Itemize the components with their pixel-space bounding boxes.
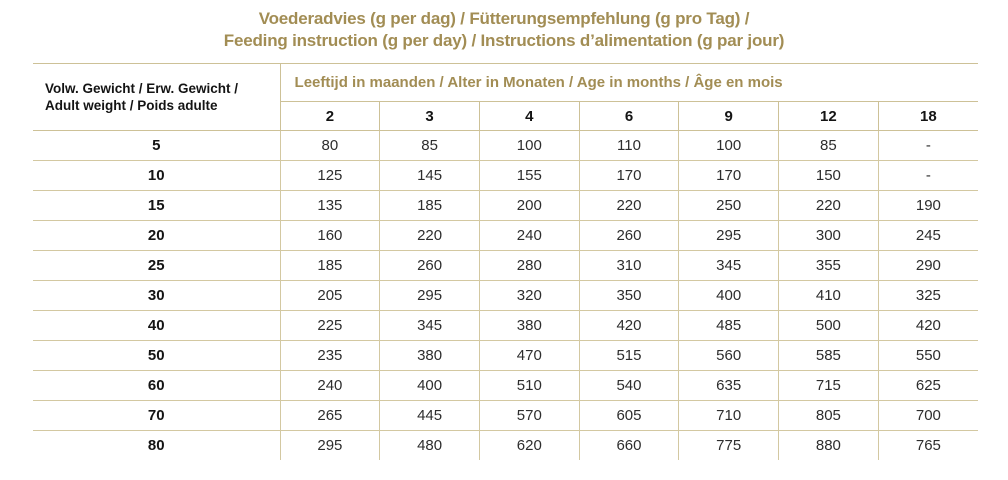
value-cell: 560 [679, 341, 779, 371]
value-cell: 380 [479, 311, 579, 341]
value-cell: 200 [479, 191, 579, 221]
table-row [33, 341, 978, 371]
value-cell: 570 [479, 401, 579, 431]
value-cell: 100 [479, 131, 579, 161]
value-cell: 160 [280, 221, 380, 251]
value-cell: 445 [380, 401, 480, 431]
value-cell: 625 [878, 371, 978, 401]
value-cell: 295 [380, 281, 480, 311]
value-cell: 150 [779, 161, 879, 191]
value-cell: 280 [479, 251, 579, 281]
value-cell: 540 [579, 371, 679, 401]
value-cell: 345 [380, 311, 480, 341]
table-row [33, 401, 978, 431]
value-cell: 100 [679, 131, 779, 161]
table-row [33, 221, 978, 251]
weight-cell: 20 [33, 221, 280, 251]
value-cell: 605 [579, 401, 679, 431]
age-group-header: Leeftijd in maanden / Alter in Monaten / Age in months / Âge en mois [280, 64, 978, 102]
value-cell: - [878, 161, 978, 191]
weight-header-line2: Adult weight / Poids adulte [45, 98, 218, 113]
feeding-table [33, 63, 978, 460]
value-cell: 225 [280, 311, 380, 341]
weight-cell: 30 [33, 281, 280, 311]
table-row [33, 191, 978, 221]
value-cell: 500 [779, 311, 879, 341]
value-cell: 240 [280, 371, 380, 401]
value-cell: 145 [380, 161, 480, 191]
value-cell: 220 [779, 191, 879, 221]
value-cell: 220 [579, 191, 679, 221]
weight-cell: 10 [33, 161, 280, 191]
value-cell: 510 [479, 371, 579, 401]
column-header-month: 3 [380, 102, 480, 131]
column-header-month: 4 [479, 102, 579, 131]
value-cell: 290 [878, 251, 978, 281]
value-cell: 700 [878, 401, 978, 431]
table-row [33, 371, 978, 401]
value-cell: 710 [679, 401, 779, 431]
value-cell: 380 [380, 341, 480, 371]
value-cell: 190 [878, 191, 978, 221]
value-cell: 880 [779, 431, 879, 461]
value-cell: 400 [380, 371, 480, 401]
value-cell: 260 [380, 251, 480, 281]
value-cell: 325 [878, 281, 978, 311]
value-cell: 515 [579, 341, 679, 371]
value-cell: 635 [679, 371, 779, 401]
value-cell: 410 [779, 281, 879, 311]
table-header-row-1 [33, 64, 978, 102]
page-title-line1: Voederadvies (g per dag) / Fütterungsempfehlung (g pro Tag) / [258, 9, 750, 28]
weight-cell: 40 [33, 311, 280, 341]
column-header-month: 9 [679, 102, 779, 131]
value-cell: 220 [380, 221, 480, 251]
value-cell: 420 [878, 311, 978, 341]
value-cell: 185 [380, 191, 480, 221]
table-row [33, 251, 978, 281]
value-cell: 185 [280, 251, 380, 281]
value-cell: 355 [779, 251, 879, 281]
value-cell: - [878, 131, 978, 161]
weight-cell: 70 [33, 401, 280, 431]
value-cell: 125 [280, 161, 380, 191]
value-cell: 240 [479, 221, 579, 251]
value-cell: 620 [479, 431, 579, 461]
value-cell: 765 [878, 431, 978, 461]
table-row [33, 281, 978, 311]
column-header-month: 2 [280, 102, 380, 131]
value-cell: 235 [280, 341, 380, 371]
table-row [33, 131, 978, 161]
weight-cell: 15 [33, 191, 280, 221]
value-cell: 345 [679, 251, 779, 281]
value-cell: 400 [679, 281, 779, 311]
value-cell: 260 [579, 221, 679, 251]
value-cell: 85 [779, 131, 879, 161]
weight-cell: 50 [33, 341, 280, 371]
column-header-month: 12 [779, 102, 879, 131]
value-cell: 295 [679, 221, 779, 251]
value-cell: 485 [679, 311, 779, 341]
page-title [0, 8, 1008, 52]
value-cell: 805 [779, 401, 879, 431]
value-cell: 110 [579, 131, 679, 161]
value-cell: 170 [579, 161, 679, 191]
value-cell: 480 [380, 431, 480, 461]
column-header-month: 6 [579, 102, 679, 131]
value-cell: 135 [280, 191, 380, 221]
value-cell: 775 [679, 431, 779, 461]
value-cell: 550 [878, 341, 978, 371]
value-cell: 80 [280, 131, 380, 161]
value-cell: 350 [579, 281, 679, 311]
weight-cell: 60 [33, 371, 280, 401]
value-cell: 310 [579, 251, 679, 281]
value-cell: 295 [280, 431, 380, 461]
value-cell: 265 [280, 401, 380, 431]
value-cell: 300 [779, 221, 879, 251]
value-cell: 585 [779, 341, 879, 371]
table-row [33, 161, 978, 191]
value-cell: 470 [479, 341, 579, 371]
value-cell: 205 [280, 281, 380, 311]
value-cell: 85 [380, 131, 480, 161]
value-cell: 250 [679, 191, 779, 221]
value-cell: 155 [479, 161, 579, 191]
value-cell: 660 [579, 431, 679, 461]
weight-header-line1: Volw. Gewicht / Erw. Gewicht / [45, 81, 239, 96]
table-row [33, 311, 978, 341]
value-cell: 170 [679, 161, 779, 191]
table-row [33, 431, 978, 461]
weight-column-header [33, 64, 280, 131]
page-title-line2: Feeding instruction (g per day) / Instructions d’alimentation (g par jour) [223, 31, 785, 50]
column-header-month: 18 [878, 102, 978, 131]
value-cell: 420 [579, 311, 679, 341]
value-cell: 320 [479, 281, 579, 311]
value-cell: 715 [779, 371, 879, 401]
value-cell: 245 [878, 221, 978, 251]
weight-cell: 5 [33, 131, 280, 161]
weight-cell: 25 [33, 251, 280, 281]
weight-cell: 80 [33, 431, 280, 461]
